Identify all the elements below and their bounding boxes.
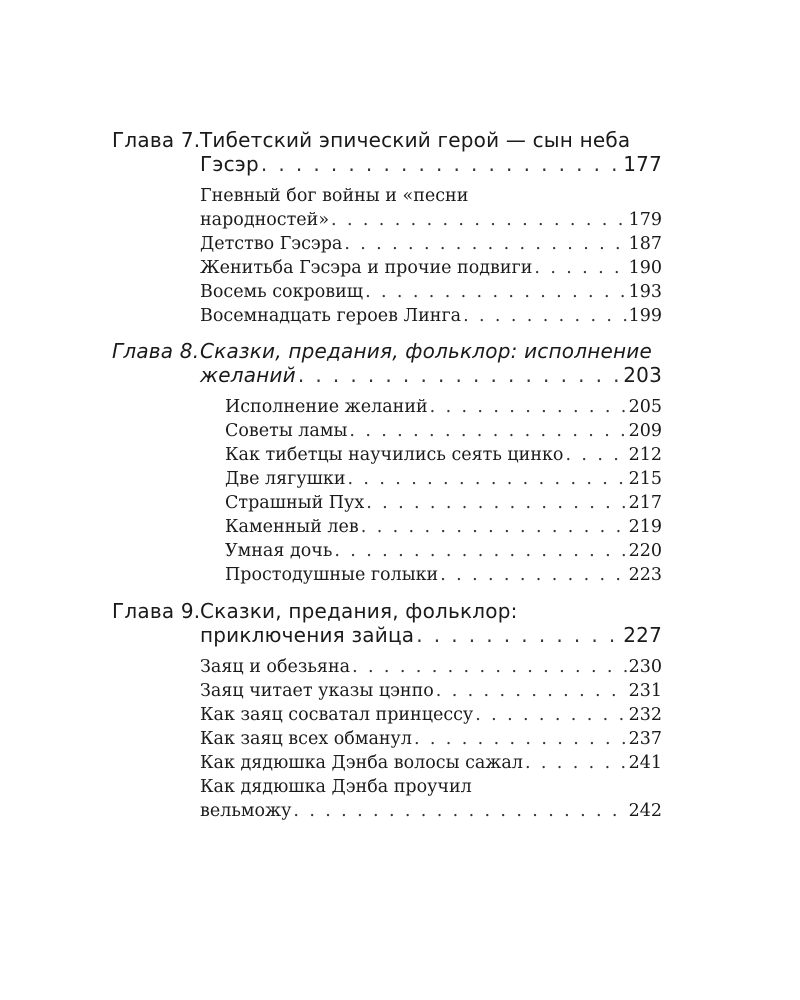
chapter-title: Тибетский эпический герой — сын неба bbox=[200, 128, 631, 152]
leader-dots bbox=[440, 563, 626, 587]
chapter-8 bbox=[112, 339, 662, 587]
leader-dots bbox=[430, 395, 627, 419]
toc-entry bbox=[112, 256, 662, 280]
chapter-label: Глава 7. bbox=[112, 128, 201, 152]
page-number: 187 bbox=[628, 234, 662, 254]
toc-entry bbox=[112, 727, 662, 751]
toc-entry bbox=[112, 775, 662, 823]
chapter-7 bbox=[112, 128, 662, 328]
toc-entry bbox=[112, 467, 662, 491]
toc-entry bbox=[112, 655, 662, 679]
leader-dots bbox=[475, 703, 626, 727]
toc-entry bbox=[112, 184, 662, 232]
page-number: 203 bbox=[623, 363, 662, 387]
page-number: 241 bbox=[628, 753, 662, 773]
page-number: 212 bbox=[628, 445, 662, 465]
page-number: 179 bbox=[628, 210, 662, 230]
toc-entry bbox=[112, 443, 662, 467]
leader-dots bbox=[416, 623, 621, 647]
toc-entry bbox=[112, 304, 662, 328]
entry-title: Две лягушки bbox=[225, 469, 346, 489]
page-number: 220 bbox=[628, 541, 662, 561]
page-number: 231 bbox=[628, 681, 662, 701]
entry-title: Гневный бог войны и «песни bbox=[200, 186, 469, 206]
page-number: 190 bbox=[628, 258, 662, 278]
chapter-heading bbox=[112, 599, 662, 647]
toc-entry bbox=[112, 395, 662, 419]
chapter-9 bbox=[112, 599, 662, 823]
page-number: 227 bbox=[623, 623, 662, 647]
entry-title: Простодушные голыки bbox=[225, 565, 439, 585]
leader-dots bbox=[365, 280, 627, 304]
entry-title: Как дядюшка Дэнба проучил bbox=[200, 777, 472, 797]
page-number: 205 bbox=[628, 397, 662, 417]
entry-title: Восемь сокровищ bbox=[200, 282, 364, 302]
entry-title: Исполнение желаний bbox=[225, 397, 428, 417]
page-number: 242 bbox=[628, 801, 662, 821]
entry-title-continued: народностей» bbox=[200, 210, 330, 230]
chapter-label: Глава 8. bbox=[112, 339, 200, 363]
leader-dots bbox=[525, 751, 627, 775]
toc-entry bbox=[112, 419, 662, 443]
page-number: 230 bbox=[628, 657, 662, 677]
leader-dots bbox=[414, 727, 627, 751]
entry-title: Страшный Пух bbox=[225, 493, 365, 513]
chapter-label: Глава 9. bbox=[112, 599, 201, 623]
chapter-title-continued: приключения зайца bbox=[200, 623, 415, 647]
leader-dots bbox=[366, 491, 626, 515]
leader-dots bbox=[534, 256, 626, 280]
page-number: 177 bbox=[623, 152, 662, 176]
page-number: 217 bbox=[628, 493, 662, 513]
toc-entry bbox=[112, 679, 662, 703]
chapter-title: Сказки, предания, фольклор: исполнение bbox=[200, 339, 652, 363]
leader-dots bbox=[361, 515, 627, 539]
page-number: 193 bbox=[628, 282, 662, 302]
leader-dots bbox=[298, 363, 621, 387]
entry-title: Женитьба Гэсэра и прочие подвиги bbox=[200, 258, 533, 278]
page-number: 219 bbox=[628, 517, 662, 537]
chapter-heading bbox=[112, 128, 662, 176]
entry-title: Восемнадцать героев Линга bbox=[200, 306, 462, 326]
entry-title: Как заяц сосватал принцессу bbox=[200, 705, 474, 725]
leader-dots bbox=[565, 443, 626, 467]
leader-dots bbox=[463, 304, 627, 328]
entry-title: Советы ламы bbox=[225, 421, 348, 441]
entry-title: Умная дочь bbox=[225, 541, 333, 561]
entry-title: Как заяц всех обманул bbox=[200, 729, 412, 749]
leader-dots bbox=[334, 539, 626, 563]
leader-dots bbox=[349, 419, 626, 443]
entry-title: Заяц и обезьяна bbox=[200, 657, 351, 677]
page-number: 223 bbox=[628, 565, 662, 585]
page-number: 237 bbox=[628, 729, 662, 749]
page-number: 232 bbox=[628, 705, 662, 725]
toc-entry bbox=[112, 563, 662, 587]
page-number: 209 bbox=[628, 421, 662, 441]
entry-title: Как тибетцы научились сеять цинко bbox=[225, 445, 564, 465]
leader-dots bbox=[293, 799, 626, 823]
page-number: 199 bbox=[628, 306, 662, 326]
toc-entry bbox=[112, 539, 662, 563]
entry-title: Детство Гэсэра bbox=[200, 234, 343, 254]
leader-dots bbox=[348, 467, 627, 491]
toc-entry bbox=[112, 703, 662, 727]
toc-entry bbox=[112, 515, 662, 539]
entry-title: Каменный лев bbox=[225, 517, 359, 537]
leader-dots bbox=[352, 655, 627, 679]
leader-dots bbox=[344, 232, 626, 256]
toc-entry bbox=[112, 280, 662, 304]
entry-title: Как дядюшка Дэнба волосы сажал bbox=[200, 753, 523, 773]
leader-dots bbox=[331, 208, 627, 232]
chapter-heading bbox=[112, 339, 662, 387]
chapter-title-continued: желаний bbox=[200, 363, 296, 387]
toc-entry bbox=[112, 491, 662, 515]
leader-dots bbox=[261, 152, 621, 176]
toc-entry bbox=[112, 232, 662, 256]
entry-title: Заяц читает указы цэнпо bbox=[200, 681, 434, 701]
leader-dots bbox=[436, 679, 627, 703]
toc-entry bbox=[112, 751, 662, 775]
chapter-title-continued: Гэсэр bbox=[200, 152, 259, 176]
chapter-title: Сказки, предания, фольклор: bbox=[200, 599, 518, 623]
page-number: 215 bbox=[628, 469, 662, 489]
entry-title-continued: вельможу bbox=[200, 801, 292, 821]
